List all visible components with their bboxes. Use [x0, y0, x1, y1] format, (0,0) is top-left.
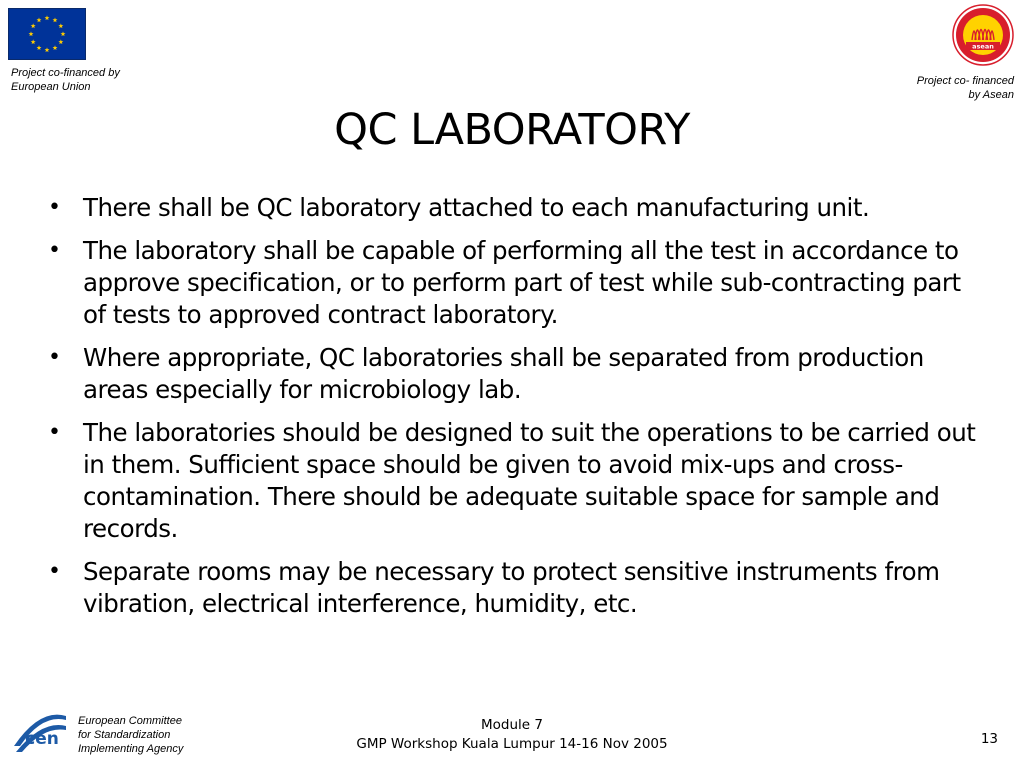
bullet-dot-icon: • [48, 238, 61, 263]
bullet-dot-icon: • [48, 559, 61, 584]
bullet-text: There shall be QC laboratory attached to each manufacturing unit. [83, 193, 870, 222]
slide-title: QC LABORATORY [334, 105, 690, 155]
footer-workshop: GMP Workshop Kuala Lumpur 14-16 Nov 2005 [356, 736, 668, 752]
eu-cofinance-caption [11, 66, 181, 94]
bullet-list [42, 192, 987, 631]
eu-star-icon [53, 45, 58, 50]
eu-star-icon [37, 18, 42, 23]
eu-star-icon [31, 39, 36, 44]
bullet-dot-icon: • [48, 195, 61, 220]
footer-module: Module 7 [481, 717, 543, 733]
bullet-text: The laboratories should be designed to suit the operations to be carried out in them. Sufficient space should be given to avoid mix-ups and cross-contamination. There should be adequate suitable space for sample and records. [83, 418, 976, 543]
bullet-item [42, 556, 987, 620]
eu-star-icon [45, 47, 50, 52]
eu-star-icon [37, 45, 42, 50]
eu-star-icon [31, 23, 36, 28]
bullet-text: Separate rooms may be necessary to protect sensitive instruments from vibration, electrical interference, humidity, etc. [83, 557, 940, 618]
asean-logo-text: asean [972, 42, 994, 51]
eu-star-icon [29, 31, 34, 36]
asean-logo [952, 4, 1014, 66]
bullet-dot-icon: • [48, 420, 61, 445]
eu-caption-line: European Union [11, 81, 91, 93]
eu-flag-logo [8, 8, 86, 60]
asean-emblem-icon [952, 4, 1014, 66]
eu-star-icon [53, 18, 58, 23]
bullet-item [42, 235, 987, 331]
cen-caption-line: European Committee [78, 715, 182, 727]
footer-module-info [312, 716, 712, 754]
asean-cofinance-caption [844, 74, 1014, 102]
bullet-text: The laboratory shall be capable of performing all the test in accordance to approve specification, or to perform part of test while sub-contracting part of tests to approved contract laboratory. [83, 236, 961, 329]
eu-star-icon [45, 15, 50, 20]
bullet-text: Where appropriate, QC laboratories shall be separated from production areas especially for microbiology lab. [83, 343, 924, 404]
cen-emblem-icon [12, 706, 68, 756]
page-number: 13 [980, 731, 998, 747]
asean-caption-line: by Asean [968, 89, 1014, 101]
cen-caption-line: for Standardization [78, 729, 171, 741]
eu-stars-icon [9, 9, 85, 59]
eu-star-icon [61, 31, 66, 36]
eu-star-icon [58, 23, 63, 28]
eu-caption-line: Project co-financed by [11, 67, 120, 79]
cen-logo [12, 706, 68, 756]
asean-caption-line: Project co- financed [916, 75, 1014, 87]
cen-agency-caption [78, 714, 238, 756]
bullet-item [42, 417, 987, 545]
bullet-item [42, 192, 987, 224]
eu-star-icon [58, 39, 63, 44]
cen-logo-text: cen [25, 729, 59, 749]
cen-caption-line: Implementing Agency [78, 743, 184, 755]
bullet-dot-icon: • [48, 345, 61, 370]
bullet-item [42, 342, 987, 406]
